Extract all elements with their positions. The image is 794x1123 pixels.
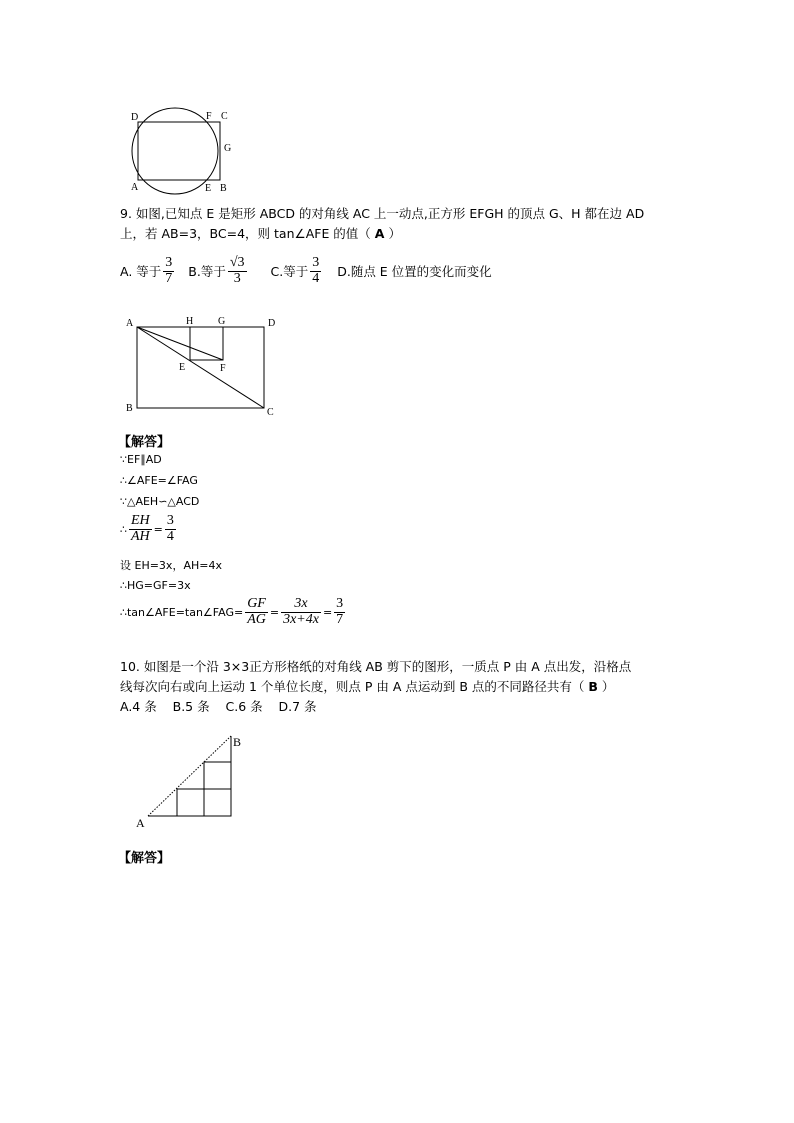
q9-option-a-fraction	[163, 256, 174, 286]
fraction-3-7-num: 3	[336, 596, 344, 611]
solution9-line3: ∵△AEH∽△ACD	[120, 495, 200, 508]
label-B: B	[126, 403, 133, 414]
fraction-gf-ag-den: AG	[247, 611, 266, 627]
label-G: G	[224, 143, 232, 154]
label-D: D	[131, 112, 139, 123]
label-A: A	[131, 182, 139, 193]
q9-stem-line1: 9. 如图,已知点 E 是矩形 ABCD 的对角线 AC 上一动点,正方形 EFGH 的顶点 G、H 都在边 AD	[120, 206, 645, 221]
diagonal-ab	[148, 736, 231, 816]
solution9-line1: ∵EF∥AD	[120, 453, 162, 466]
solution9-line4-therefore: ∴	[120, 522, 127, 536]
q10-stem-line1: 10. 如图是一个沿 3×3正方形格纸的对角线 AB 剪下的图形，一质点 P 由 A 点出发，沿格点	[120, 659, 632, 674]
q10-answer: B	[588, 679, 598, 694]
fraction-eh-ah-num: EH	[131, 513, 150, 528]
label-E: E	[179, 362, 186, 373]
fraction-3x-7x	[281, 597, 321, 627]
fraction-3-4-num: 3	[166, 513, 174, 528]
label-D: D	[268, 318, 276, 329]
q9-option-b-fraction	[228, 256, 247, 286]
grid-cell	[204, 789, 231, 816]
label-A: A	[136, 816, 145, 830]
label-H: H	[186, 316, 194, 327]
segment-af	[137, 327, 223, 360]
fraction-3-4-den: 4	[166, 528, 174, 544]
figure-circle-rectangle	[120, 100, 250, 200]
grid-cell	[177, 789, 204, 816]
q9-option-b-num: √3	[229, 255, 245, 270]
q9-stem-line2	[120, 224, 401, 242]
label-G: G	[218, 316, 226, 327]
solution9-line2: ∴∠AFE=∠FAG	[120, 474, 198, 487]
q9-options	[120, 256, 492, 286]
fraction-eh-ah	[129, 514, 152, 544]
solution9-line4	[120, 514, 178, 544]
label-F: F	[220, 363, 226, 374]
figure-rectangle-square	[120, 312, 290, 422]
q9-option-d-label: D.随点 E 位置的变化而变化	[337, 264, 492, 280]
fraction-3x-7x-num: 3x	[281, 597, 321, 613]
label-B: B	[233, 735, 242, 749]
solution9-line7-eq2: =	[322, 605, 333, 619]
q10-options: A.4 条 B.5 条 C.6 条 D.7 条	[120, 699, 317, 714]
solution9-header: 【解答】	[118, 435, 171, 450]
q9-option-c-fraction	[310, 256, 321, 286]
q9-option-a-num: 3	[165, 255, 173, 270]
label-E: E	[205, 183, 212, 194]
q9-option-c-label: C.等于	[270, 264, 309, 280]
figure-staircase-grid	[130, 728, 250, 833]
q9-option-b-label: B.等于	[188, 264, 226, 280]
q10-stem-line2	[120, 677, 614, 695]
label-C: C	[267, 407, 274, 418]
fraction-3-7-den: 7	[336, 611, 344, 627]
q9-option-a-den: 7	[165, 270, 173, 286]
label-B: B	[220, 183, 227, 194]
solution9-line5: 设 EH=3x，AH=4x	[120, 559, 222, 572]
grid-cell	[204, 762, 231, 789]
label-A: A	[126, 318, 134, 329]
fraction-gf-ag	[245, 597, 268, 627]
fraction-gf-ag-num: GF	[247, 596, 266, 611]
solution10-header: 【解答】	[118, 851, 171, 866]
q9-option-c-num: 3	[312, 255, 320, 270]
fraction-3x-7x-den: 3x+4x	[283, 611, 319, 627]
solution9-line7	[120, 597, 347, 627]
label-C: C	[221, 111, 228, 122]
fraction-3-4	[165, 514, 176, 544]
solution9-line7-eq1: =	[269, 605, 280, 619]
solution9-line7-text: ∴tan∠AFE=tan∠FAG=	[120, 605, 244, 619]
solution9-line6: ∴HG=GF=3x	[120, 579, 191, 592]
label-F: F	[206, 111, 212, 122]
solution9-line4-eq: =	[153, 522, 163, 536]
q9-stem-line2-end: ）	[384, 226, 401, 241]
q9-option-b-den: 3	[233, 270, 241, 286]
square-efgh	[190, 327, 223, 360]
diagonal-ac	[137, 327, 264, 408]
q9-stem-line2-text: 上，若 AB=3，BC=4，则 tan∠AFE 的值（	[120, 226, 375, 241]
fraction-eh-ah-den: AH	[131, 528, 150, 544]
q9-option-a-label: A. 等于	[120, 264, 162, 280]
q9-answer: A	[374, 226, 385, 241]
rectangle	[138, 122, 220, 180]
fraction-3-7	[334, 597, 345, 627]
q10-stem-line2-end: ）	[597, 679, 615, 694]
q9-option-c-den: 4	[312, 270, 320, 286]
q10-stem-line2-text: 线每次向右或向上运动 1 个单位长度，则点 P 由 A 点运动到 B 点的不同路径共有（	[120, 679, 589, 694]
